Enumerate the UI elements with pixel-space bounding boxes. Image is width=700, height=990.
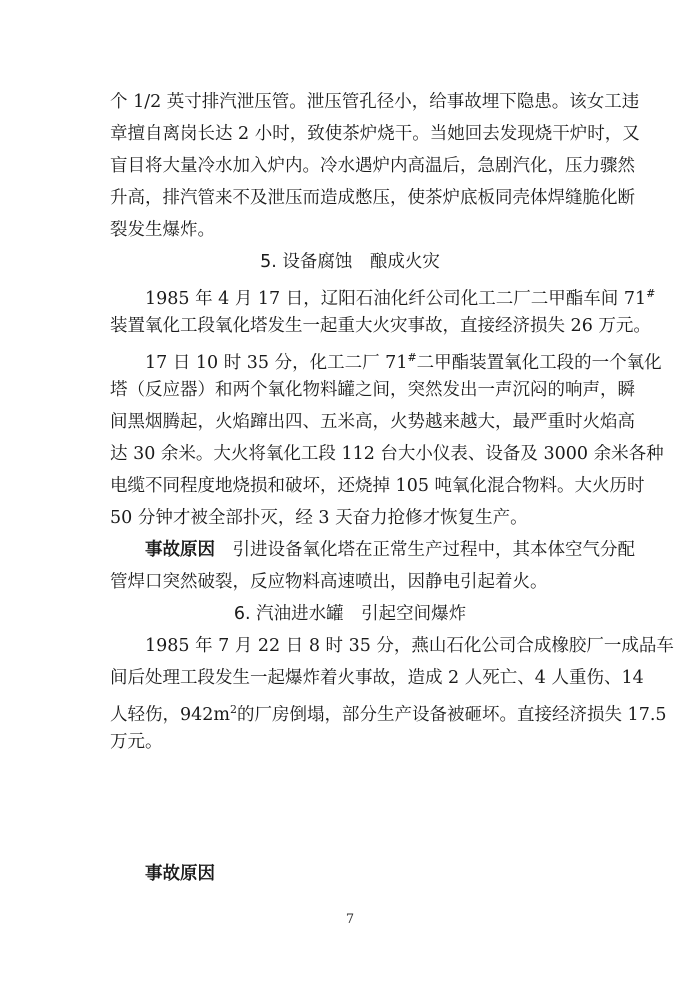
paragraph-sec6-cause xyxy=(110,858,590,890)
text-line: 管焊口突然破裂，反应物料高速喷出，因静电引起着火。 xyxy=(110,572,548,592)
text-line: 装置氧化工段氧化塔发生一起重大火灾事故，直接经济损失 26 万元。 xyxy=(110,316,651,336)
text-line: 人轻伤，$942m^2$的厂房倒塌，部分生产设备被砸坏。直接经济损失 17.5 xyxy=(110,703,667,725)
text-line: 1985 年 4 月 17 日，辽阳石油化纤公司化工二厂二甲酯车间 71# xyxy=(145,287,656,309)
paragraph-liaoyang-fire xyxy=(110,278,656,342)
text-line: 塔（反应器）和两个氧化物料罐之间，突然发出一声沉闷的响声，瞬 xyxy=(110,380,635,400)
section-6-heading xyxy=(110,598,590,630)
text-line: 万元。 xyxy=(110,732,163,752)
text-line: 50 分钟才被全部扑灭，经 3 天奋力抢修才恢复生产。 xyxy=(110,508,528,528)
cause-label: 事故原因 xyxy=(145,540,215,560)
paragraph-fire-details xyxy=(110,342,664,534)
text-line: 间后处理工段发生一起爆炸着火事故，造成 2 人死亡、4 人重伤、14 xyxy=(110,668,644,688)
text-line: 电缆不同程度地烧损和破坏，还烧掉 105 吨氧化混合物料。大火历时 xyxy=(110,476,645,496)
text-line: 1985 年 7 月 22 日 8 时 35 分，燕山石化公司合成橡胶厂一成品车 xyxy=(145,636,674,656)
text-line: 17 日 10 时 35 分，化工二厂 71#二甲酯装置氧化工段的一个氧化 xyxy=(145,351,662,373)
cause-label: 事故原因 xyxy=(145,864,215,884)
text-line: 裂发生爆炸。 xyxy=(110,220,215,240)
paragraph-tea-boiler xyxy=(110,86,640,246)
text-line: 达 30 余米。大火将氧化工段 112 台大小仪表、设备及 3000 余米各种 xyxy=(110,444,664,464)
text-line: 间黑烟腾起，火焰蹿出四、五米高，火势越来越大，最严重时火焰高 xyxy=(110,412,635,432)
page-number: 7 xyxy=(345,912,355,927)
text-line: 章擅自离岗长达 2 小时，致使茶炉烧干。当她回去发现烧干炉时，又 xyxy=(110,124,640,144)
section-5-heading xyxy=(110,246,590,278)
section-title: 6. 汽油进水罐 引起空间爆炸 xyxy=(233,604,467,624)
paragraph-yanshan-explosion xyxy=(110,630,674,758)
paragraph-sec5-cause xyxy=(110,534,635,598)
text-line: 事故原因 引进设备氧化塔在正常生产过程中，其本体空气分配 xyxy=(145,540,635,560)
section-title: 5. 设备腐蚀 酿成火灾 xyxy=(260,252,440,272)
text-line: 盲目将大量冷水加入炉内。冷水遇炉内高温后，急剧汽化，压力骤然 xyxy=(110,156,635,176)
text-line: 个 1/2 英寸排汽泄压管。泄压管孔径小，给事故埋下隐患。该女工违 xyxy=(110,92,640,112)
text-line: 升高，排汽管来不及泄压而造成憋压，使茶炉底板同壳体焊缝脆化断 xyxy=(110,188,635,208)
